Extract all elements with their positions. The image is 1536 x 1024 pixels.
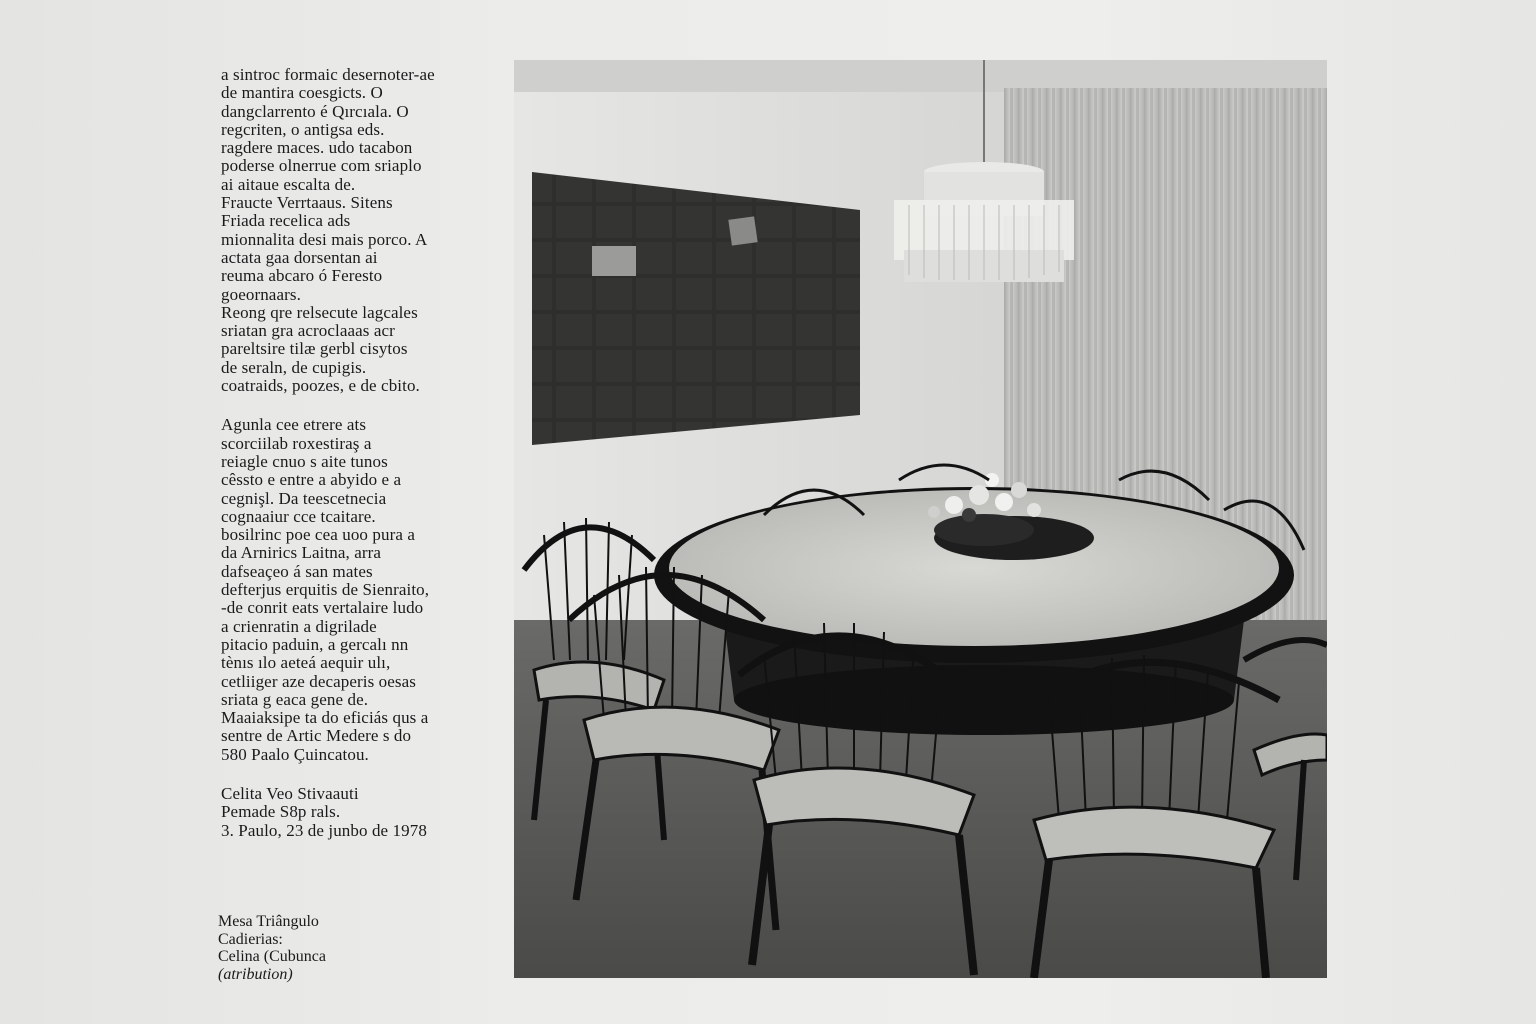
text-line: cêssto e entre a abyido e a: [221, 470, 402, 490]
text-line: cognaaiur cce tcaitare.: [221, 506, 376, 526]
text-line: Fraucte Verrtaaus. Sitens: [221, 193, 393, 213]
text-line: Reong qre relsecute lagcales: [221, 302, 418, 322]
text-line: Maaiaksipe ta do eficiás qus a: [221, 708, 429, 728]
text-line: tènıs ılo aeteá aequir ulı,: [221, 653, 391, 673]
text-line: pitacio paduin, a gercalı nn: [221, 634, 409, 654]
text-line: Celita Veo Stivaauti: [221, 783, 359, 803]
text-line: coatraids, poozes, e de cbito.: [221, 376, 420, 396]
text-line: poderse olnerrue com sriaplo: [221, 156, 422, 176]
text-line: goeornaars.: [221, 284, 301, 304]
text-line: a crienratin a digrilade: [221, 616, 377, 636]
text-line: sriata g eaca gene de.: [221, 689, 369, 709]
text-line: Friada recelica ads: [221, 211, 351, 231]
text-line: actata gaa dorsentan ai: [221, 247, 378, 267]
text-line: da Arnirics Laitna, arra: [221, 543, 382, 563]
text-line: a sintroc formaic desernoter-ae: [221, 65, 435, 84]
text-line: de seraln, de cupigis.: [221, 357, 367, 377]
text-line: ragdere maces. udo tacabon: [221, 138, 413, 158]
caption-designer: Celina (Cubunca: [218, 948, 326, 965]
text-line: ai aitaue escalta de.: [221, 174, 356, 194]
paragraph-2: [221, 416, 511, 764]
text-line: regcriten, o antigsa eds.: [221, 119, 385, 139]
text-line: reiagle cnuo s aite tunos: [221, 451, 388, 471]
caption-attribution: (atribution): [218, 965, 293, 983]
text-line: dafseaçeo á san mates: [221, 561, 373, 581]
text-line: -de conrit eats vertalaire ludo: [221, 598, 424, 618]
text-line: dangclarrento é Qırcıala. O: [221, 101, 409, 121]
text-line: 580 Paalo Çuincatou.: [221, 744, 369, 764]
text-line: sriatan gra acroclaaas acr: [221, 321, 395, 341]
text-line: 3. Paulo, 23 de junbo de 1978: [221, 820, 427, 840]
text-line: reuma abcaro ó Feresto: [221, 266, 383, 286]
text-line: cetliiger aze decaperis oesas: [221, 671, 416, 691]
text-line: de mantira coesgicts. O: [221, 83, 383, 103]
wall-painting: [532, 172, 860, 445]
paragraph-1: [221, 66, 511, 395]
text-line: defterjus erquitis de Sienraito,: [221, 580, 430, 600]
caption-title: Mesa Triângulo: [218, 913, 319, 930]
photo-illustration: [514, 60, 1327, 978]
text-line: mionnalita desi mais porco. A: [221, 229, 428, 249]
body-text-column: [221, 66, 511, 861]
signature-block: [221, 785, 511, 840]
text-line: sentre de Artic Medere s do: [221, 726, 412, 746]
dining-room-photo: [514, 60, 1327, 978]
text-line: pareltsire tilæ gerbl cisytos: [221, 339, 408, 359]
text-line: Agunla cee etrere ats: [221, 415, 367, 435]
text-line: bosilrinc poe cea uoo pura a: [221, 525, 415, 545]
text-line: Pemade S8p rals.: [221, 802, 341, 822]
ceiling: [514, 60, 1327, 92]
caption-chairs-label: Cadierias:: [218, 930, 283, 948]
text-line: cegnişl. Da teescetnecia: [221, 488, 387, 508]
text-line: scorciilab roxestiraş a: [221, 433, 372, 453]
photo-caption: [218, 913, 458, 983]
